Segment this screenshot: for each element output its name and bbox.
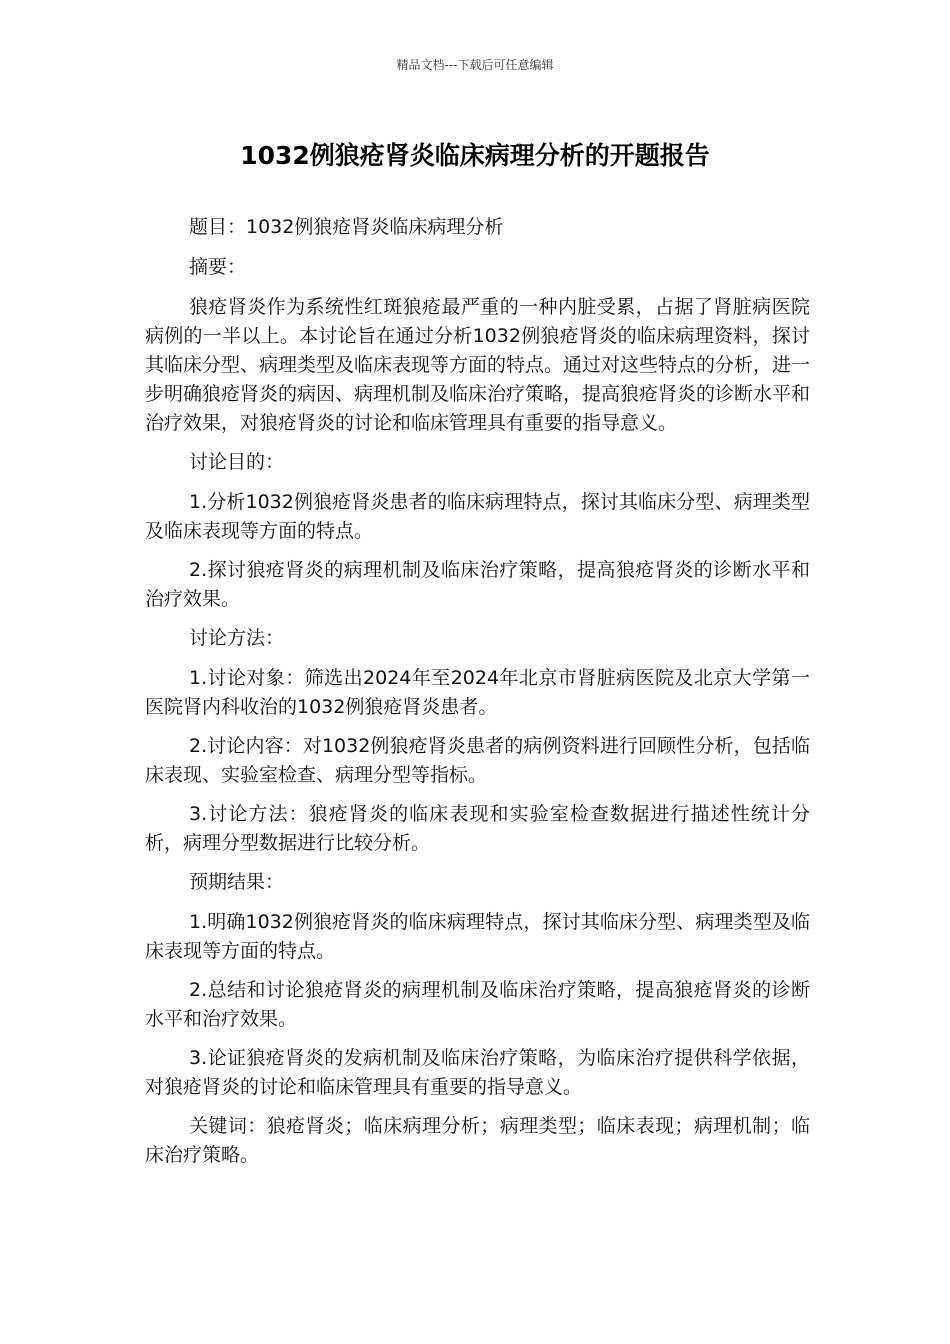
purpose-item-1: 1.分析1032例狼疮肾炎患者的临床病理特点，探讨其临床分型、病理类型及临床表现等方面的特点。 xyxy=(145,491,810,542)
header-note: 精品文档---下载后可任意编辑 xyxy=(396,58,554,72)
purpose-item-2: 2.探讨狼疮肾炎的病理机制及临床治疗策略，提高狼疮肾炎的诊断水平和治疗效果。 xyxy=(145,559,810,610)
results-item-3: 3.论证狼疮肾炎的发病机制及临床治疗策略，为临床治疗提供科学依据，对狼疮肾炎的讨论和临床管理具有重要的指导意义。 xyxy=(145,1047,810,1098)
purpose-heading: 讨论目的： xyxy=(189,451,285,473)
document-body xyxy=(145,213,810,1180)
method-item-2: 2.讨论内容：对1032例狼疮肾炎患者的病例资料进行回顾性分析，包括临床表现、实验室检查、病理分型等指标。 xyxy=(145,735,810,786)
abstract-heading: 摘要： xyxy=(189,256,247,278)
results-item-1: 1.明确1032例狼疮肾炎的临床病理特点，探讨其临床分型、病理类型及临床表现等方面的特点。 xyxy=(145,911,810,962)
method-heading: 讨论方法： xyxy=(189,627,285,649)
results-heading: 预期结果： xyxy=(189,871,285,893)
method-item-1: 1.讨论对象：筛选出2024年至2024年北京市肾脏病医院及北京大学第一医院肾内科收治的1032例狼疮肾炎患者。 xyxy=(145,667,810,718)
document-title: 1032例狼疮肾炎临床病理分析的开题报告 xyxy=(240,141,710,170)
topic-line: 题目：1032例狼疮肾炎临床病理分析 xyxy=(189,216,504,238)
results-item-2: 2.总结和讨论狼疮肾炎的病理机制及临床治疗策略，提高狼疮肾炎的诊断水平和治疗效果。 xyxy=(145,979,810,1030)
method-item-3: 3.讨论方法：狼疮肾炎的临床表现和实验室检查数据进行描述性统计分析，病理分型数据进行比较分析。 xyxy=(145,803,810,854)
abstract-text: 狼疮肾炎作为系统性红斑狼疮最严重的一种内脏受累，占据了肾脏病医院病例的一半以上。本讨论旨在通过分析1032例狼疮肾炎的临床病理资料，探讨其临床分型、病理类型及临床表现等方面的特点。通过对这些特点的分析，进一步明确狼疮肾炎的病因、病理机制及临床治疗策略，提高狼疮肾炎的诊断水平和治疗效果，对狼疮肾炎的讨论和临床管理具有重要的指导意义。 xyxy=(145,296,811,434)
keywords-line: 关键词：狼疮肾炎；临床病理分析；病理类型；临床表现；病理机制；临床治疗策略。 xyxy=(145,1115,810,1166)
